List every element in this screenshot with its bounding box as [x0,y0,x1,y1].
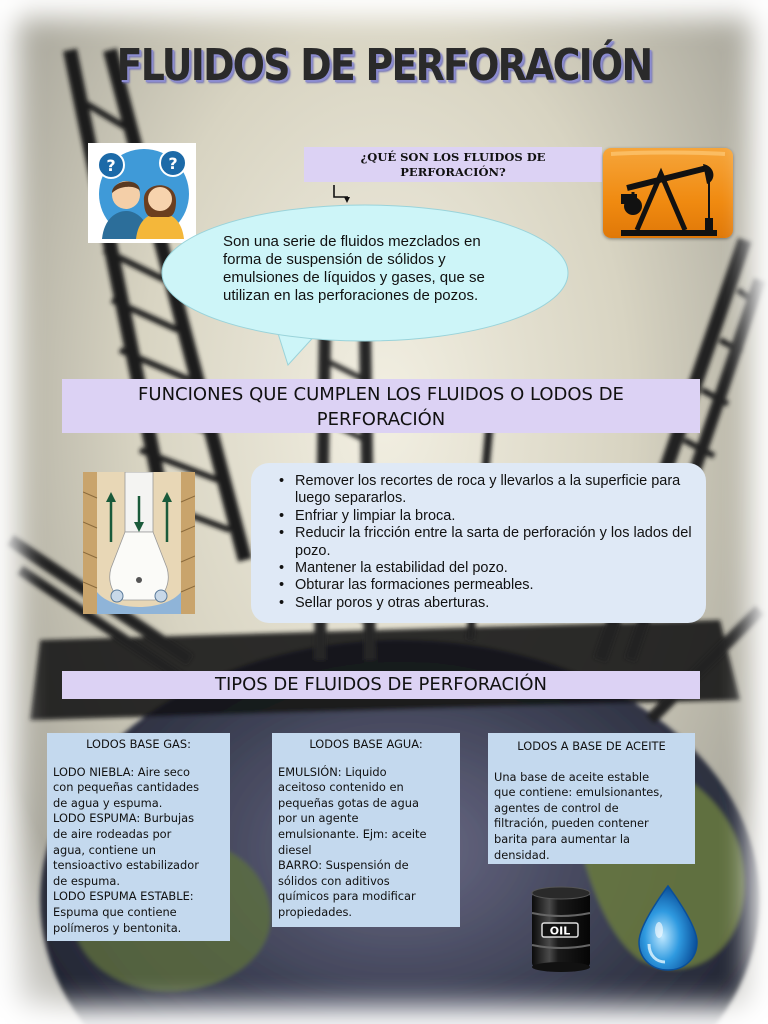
water-mud-line: sólidos con aditivos [278,873,390,888]
question-line-1: ¿QUÉ SON LOS FLUIDOS DE [360,150,546,164]
list-item: • Obturar las formaciones permeables. [279,577,699,594]
drill-diagram-card [83,472,195,614]
list-item: • Sellar poros y otras aberturas. [279,595,699,612]
water-mud-line: propiedades. [278,904,353,919]
definition-line: Son una serie de fluidos mezclados en [223,233,481,250]
oil-mud-box [488,733,695,864]
pumpjack-card [603,148,733,238]
water-drop-icon [633,884,703,972]
gas-mud-line: tensioactivo estabilizador [53,858,199,873]
gas-mud-line: de espuma. [53,873,120,888]
water-mud-line: emulsionante. Ejm: aceite [278,826,427,841]
gas-mud-line: LODO ESPUMA ESTABLE: [53,889,194,904]
list-item: • Enfriar y limpiar la broca. [279,508,699,525]
gas-mud-line: de aire rodeadas por [53,826,172,841]
list-item: • Remover los recortes de roca y llevarlos a la superficie para luego separarlos. [279,473,699,508]
water-mud-line: diesel [278,842,312,857]
water-mud-line: BARRO: Suspensión de [278,858,409,873]
functions-heading-line-2: PERFORACIÓN [316,409,446,430]
gas-mud-title: LODOS BASE GAS: [86,737,191,751]
water-mud-line: aceitoso contenido en [278,780,404,795]
barrel-label: OIL [549,924,571,938]
list-item: • Mantener la estabilidad del pozo. [279,560,699,577]
gas-mud-box [47,733,230,941]
question-line-2: PERFORACIÓN? [400,165,506,179]
list-item: • Reducir la fricción entre la sarta de perforación y los lados del pozo. [279,525,699,560]
types-heading: TIPOS DE FLUIDOS DE PERFORACIÓN [62,671,700,699]
gas-mud-line: Espuma que contiene [53,904,177,919]
svg-text:?: ? [106,156,116,175]
functions-heading-line-1: FUNCIONES QUE CUMPLEN LOS FLUIDOS O LODOS DE [138,384,624,405]
page-title: FLUIDOS DE PERFORACIÓN [116,40,652,91]
drill-bit-diagram [83,472,195,614]
oil-mud-line: agentes de control de [494,800,619,815]
definition-text [223,233,523,305]
definition-line: emulsiones de líquidos y gases, que se [223,269,485,286]
gas-mud-line: LODO ESPUMA: Burbujas [53,811,195,826]
oil-mud-title: LODOS A BASE DE ACEITE [517,739,666,753]
water-mud-line: EMULSIÓN: Liquido [278,764,387,779]
water-mud-box [272,733,460,927]
gas-mud-line: de agua y espuma. [53,795,163,810]
pumpjack-icon [603,148,733,238]
oil-mud-line: densidad. [494,847,550,862]
gas-mud-line: agua, contiene un [53,842,157,857]
gas-mud-line: LODO NIEBLA: Aire seco [53,764,191,779]
oil-mud-line: filtración, pueden contener [494,816,649,831]
question-box [304,147,602,182]
definition-line: utilizan en las perforaciones de pozos. [223,287,479,304]
oil-mud-line: barita para aumentar la [494,831,631,846]
functions-list [279,473,699,612]
water-mud-line: químicos para modificar [278,889,416,904]
water-mud-line: pequeñas gotas de agua [278,795,419,810]
gas-mud-line: con pequeñas cantidades [53,780,199,795]
oil-mud-line: que contiene: emulsionantes, [494,785,663,800]
functions-heading [62,379,700,433]
gas-mud-line: polímeros y bentonita. [53,920,182,935]
water-mud-title: LODOS BASE AGUA: [309,737,423,751]
definition-line: forma de suspensión de sólidos y [223,251,446,268]
water-mud-line: por un agente [278,811,359,826]
oil-mud-line: Una base de aceite estable [494,769,650,784]
oil-barrel-icon [528,885,594,973]
svg-text:?: ? [168,154,178,173]
